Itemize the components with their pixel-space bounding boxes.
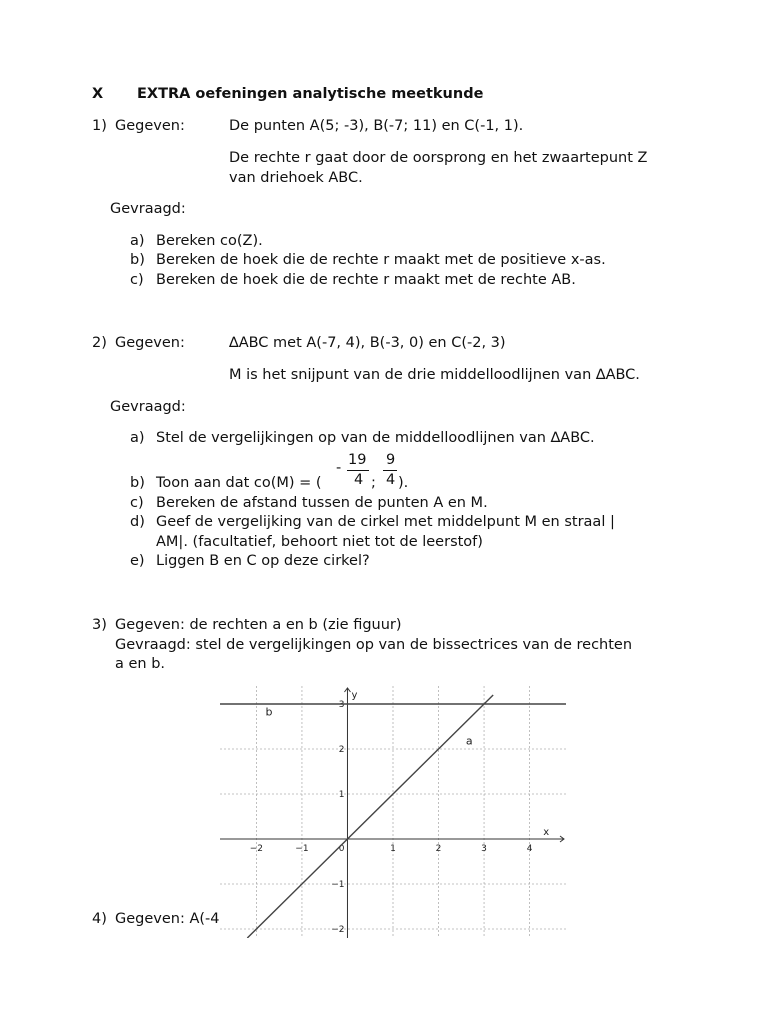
ex2-given-1: ∆ABC met A(-7, 4), B(-3, 0) en C(-2, 3) xyxy=(229,335,506,351)
ex1-given-2b: van driehoek ABC. xyxy=(229,170,363,186)
fraction-separator: ; xyxy=(371,475,376,491)
x-tick-label: 1 xyxy=(390,844,396,854)
fraction-1-numerator: 19 xyxy=(348,452,367,468)
ex2-item-d-text-2: AM|. (facultatief, behoort niet tot de leerstof) xyxy=(156,534,483,550)
ex2-item-b-text: Toon aan dat co(M) = ( xyxy=(156,475,322,491)
x-tick-label: 4 xyxy=(526,844,533,854)
x-tick-label: −2 xyxy=(249,844,264,854)
ex2-item-a-text: Stel de vergelijkingen op van de middelloodlijnen van ∆ABC. xyxy=(156,430,595,446)
fraction-minus-sign: - xyxy=(336,460,342,476)
page-title: EXTRA oefeningen analytische meetkunde xyxy=(137,86,484,102)
x-tick-label: −1 xyxy=(295,844,309,854)
ex2-item-c-letter: c) xyxy=(130,495,144,511)
coordinate-figure xyxy=(220,686,566,938)
section-number: X xyxy=(92,86,104,102)
ex2-item-b-letter: b) xyxy=(130,475,145,491)
ex1-item-a-text: Bereken co(Z). xyxy=(156,233,263,249)
y-tick-label: 3 xyxy=(338,700,345,710)
ex2-given-label: Gegeven: xyxy=(115,335,185,351)
ex3-line-3: a en b. xyxy=(115,656,166,672)
ex2-item-d-text-1: Geef de vergelijking van de cirkel met middelpunt M en straal | xyxy=(156,514,615,530)
ex4-number: 4) xyxy=(92,911,107,927)
fraction-1-denominator: 4 xyxy=(354,472,364,488)
origin-tick-label: 0 xyxy=(338,844,345,854)
ex2-item-e-text: Liggen B en C op deze cirkel? xyxy=(156,553,370,569)
ex1-asked-label: Gevraagd: xyxy=(110,201,186,217)
ex2-item-a-letter: a) xyxy=(130,430,145,446)
ex1-item-a-letter: a) xyxy=(130,233,145,249)
x-tick-label: 2 xyxy=(435,844,442,854)
line-a-label: a xyxy=(465,734,473,748)
fraction-close: ). xyxy=(398,475,409,491)
x-axis-label: x xyxy=(543,827,550,838)
ex1-item-b-letter: b) xyxy=(130,252,145,268)
y-axis-label: y xyxy=(351,690,358,701)
ex1-item-c-text: Bereken de hoek die de rechte r maakt met de rechte AB. xyxy=(156,272,576,288)
ex1-given-2a: De rechte r gaat door de oorsprong en het zwaartepunt Z xyxy=(229,150,648,166)
y-tick-label: −1 xyxy=(331,880,345,890)
ex1-given-label: Gegeven: xyxy=(115,118,185,134)
y-tick-label: 1 xyxy=(338,790,345,800)
ex3-line-1: Gegeven: de rechten a en b (zie figuur) xyxy=(115,617,402,633)
ex2-item-d-letter: d) xyxy=(130,514,145,530)
ex4-text: Gegeven: A(-4 xyxy=(115,911,220,927)
ex3-number: 3) xyxy=(92,617,107,633)
y-tick-label: −2 xyxy=(331,925,345,935)
ex1-item-c-letter: c) xyxy=(130,272,144,288)
ex1-number: 1) xyxy=(92,118,107,134)
ex1-given-1: De punten A(5; -3), B(-7; 11) en C(-1, 1). xyxy=(229,118,524,134)
ex2-asked-label: Gevraagd: xyxy=(110,399,186,415)
ex2-number: 2) xyxy=(92,335,107,351)
fraction-2-denominator: 4 xyxy=(386,472,396,488)
fraction-2-numerator: 9 xyxy=(386,452,396,468)
fraction-1-bar xyxy=(347,470,369,471)
ex1-item-b-text: Bereken de hoek die de rechte r maakt met de positieve x-as. xyxy=(156,252,606,268)
ex3-line-2: Gevraagd: stel de vergelijkingen op van de bissectrices van de rechten xyxy=(115,637,633,653)
x-tick-label: 3 xyxy=(481,844,487,854)
line-b-label: b xyxy=(265,705,273,719)
fraction-2-bar xyxy=(383,470,397,471)
ex2-given-2: M is het snijpunt van de drie middelloodlijnen van ∆ABC. xyxy=(229,367,640,383)
ex2-item-e-letter: e) xyxy=(130,553,145,569)
y-tick-label: 2 xyxy=(338,745,345,755)
ex2-item-c-text: Bereken de afstand tussen de punten A en M. xyxy=(156,495,488,511)
